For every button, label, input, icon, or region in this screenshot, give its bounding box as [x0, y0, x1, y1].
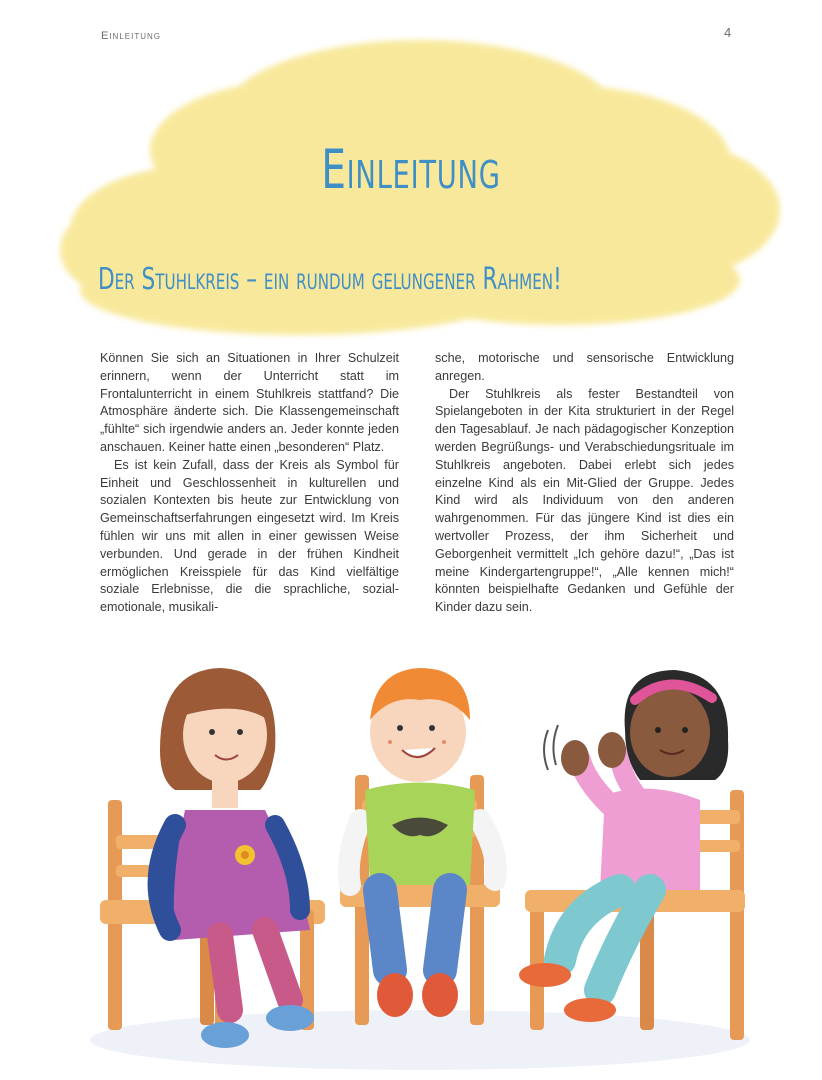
page-number: 4	[724, 25, 732, 40]
girl-left	[100, 668, 325, 1048]
girl-right	[519, 670, 745, 1040]
paragraph: Können Sie sich an Situationen in Ihrer Schulzeit erinnern, wenn der Unterricht statt im Frontalunterricht in einem Stuhlkreis stattfand? Die Atmosphäre änderte sich. Die Klassengemeinschaft „fühlte“ sich irgendwie anders an. Jeder konnte jeden anschauen. Keiner hatte einen „besonderen“ Platz.	[100, 351, 399, 454]
paragraph: Der Stuhlkreis als fester Bestandteil von Spielangeboten in der Kita strukturiert in der Regel den Tagesablauf. Je nach pädagogischer Konzeption werden Begrüßungs- und Verabschiedungsrituale im Stuhlkreis angeboten. Dabei erlebt sich jedes einzelne Kind als ein Mit-Glied der Gruppe. Jedes Kind wird als Individuum von den anderen wahrgenommen. Für das jüngere Kind ist dies ein wertvoller Prozess, der ihm Sicherheit und Geborgenheit vermittelt „Ich gehöre dazu!“, „Das ist meine Kindergartengruppe!“, „Alle kennen mich!“ könnten beispielhafte Gedanken und Gefühle der Kinder dazu sein.	[435, 386, 734, 615]
boy-middle	[340, 668, 500, 1025]
text-column-left	[100, 350, 399, 617]
paragraph: sche, motorische und sensorische Entwicklung anregen.	[435, 351, 734, 383]
body-text	[100, 350, 734, 617]
paragraph: Es ist kein Zufall, dass der Kreis als Symbol für Einheit und Geschlossenheit in kulturellen und sozialen Kontexten bis heute zur Entwicklung von Gemeinschaftserfahrungen eingesetzt wird. Im Kreis fühlen wir uns mit allen in einer gewissen Weise verbunden. Und gerade in der frühen Kindheit ermöglichen Kreisspiele für das Kind vielfältige soziale Erlebnisse, die die sprachliche, sozial-emotionale, musikali-	[100, 457, 399, 615]
text-column-right	[435, 350, 734, 617]
running-head: Einleitung	[101, 30, 162, 42]
chapter-subtitle: Der Stuhlkreis – ein rundum gelungener Rahmen!	[98, 262, 562, 297]
chapter-title: Einleitung	[321, 138, 501, 201]
children-on-chairs-illustration	[0, 640, 822, 1080]
